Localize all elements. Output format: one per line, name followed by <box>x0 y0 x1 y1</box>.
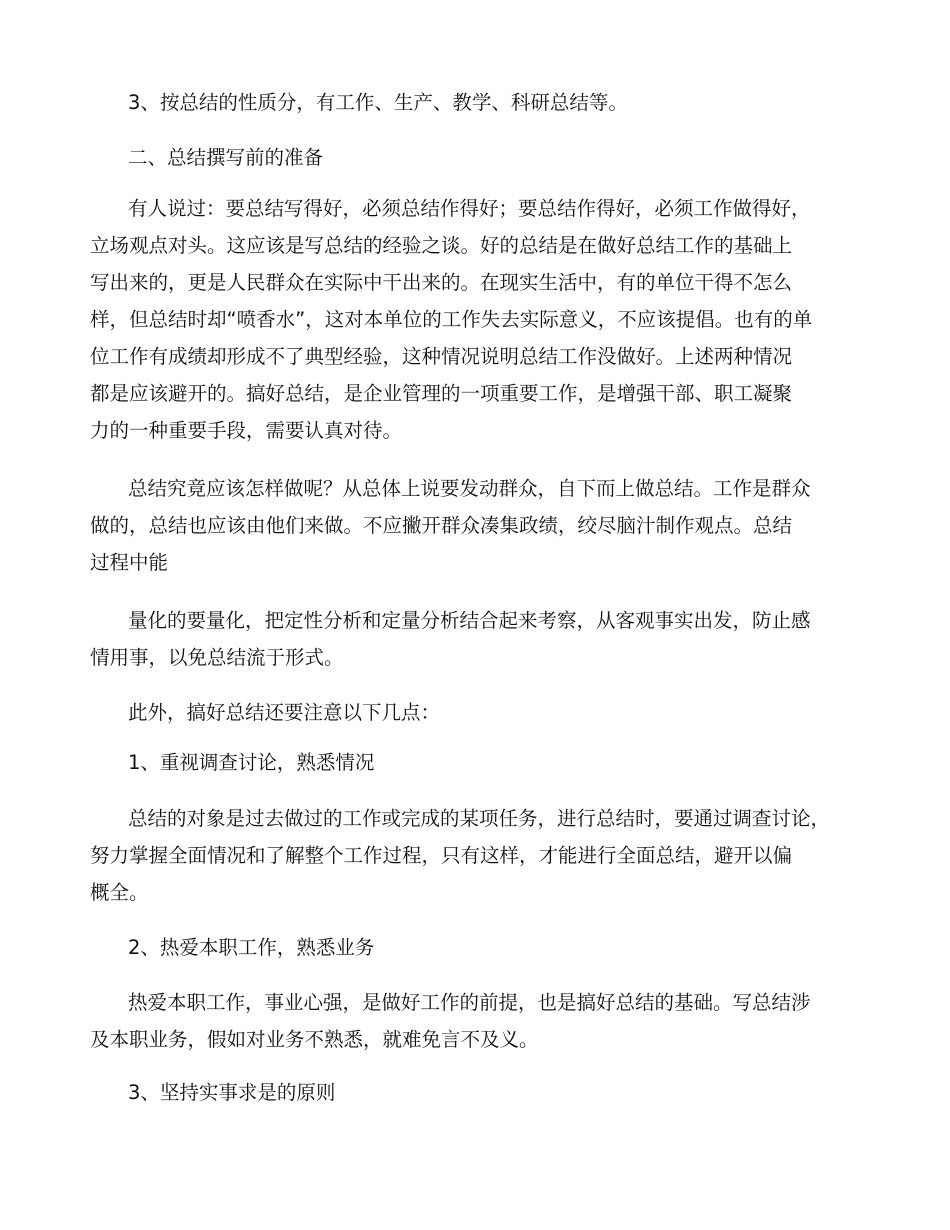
paragraph-line: 及本职业务，假如对业务不熟悉，就难免言不及义。 <box>90 1028 539 1051</box>
paragraph-line: 量化的要量化，把定性分析和定量分析结合起来考察，从客观事实出发，防止感 <box>128 609 811 632</box>
paragraph-line: 都是应该避开的。搞好总结，是企业管理的一项重要工作，是增强干部、职工凝聚 <box>90 382 793 405</box>
paragraph-line: 写出来的，更是人民群众在实际中干出来的。在现实生活中，有的单位干得不怎么 <box>90 271 793 294</box>
list-item-heading: 3、坚持实事求是的原则 <box>128 1081 336 1104</box>
paragraph-line: 做的，总结也应该由他们来做。不应撇开群众凑集政绩，绞尽脑汁制作观点。总结 <box>90 514 793 537</box>
paragraph-line: 立场观点对头。这应该是写总结的经验之谈。好的总结是在做好总结工作的基础上 <box>90 234 793 257</box>
paragraph-line: 此外，搞好总结还要注意以下几点： <box>128 701 441 724</box>
list-item-heading: 3、按总结的性质分，有工作、生产、教学、科研总结等。 <box>128 91 628 114</box>
paragraph-line: 力的一种重要手段，需要认真对待。 <box>90 419 403 442</box>
section-heading: 二、总结撰写前的准备 <box>128 146 324 169</box>
list-item-heading: 1、重视调查讨论，熟悉情况 <box>128 751 375 774</box>
paragraph-line: 情用事，以免总结流于形式。 <box>90 646 344 669</box>
paragraph-line: 总结的对象是过去做过的工作或完成的某项任务，进行总结时，要通过调查讨论， <box>128 807 831 830</box>
paragraph-line: 有人说过：要总结写得好，必须总结作得好；要总结作得好，必须工作做得好， <box>128 197 811 220</box>
paragraph-line: 概全。 <box>90 881 149 904</box>
list-item-heading: 2、热爱本职工作，熟悉业务 <box>128 936 375 959</box>
paragraph-line: 位工作有成绩却形成不了典型经验，这种情况说明总结工作没做好。上述两种情况 <box>90 345 793 368</box>
paragraph-line: 总结究竟应该怎样做呢？从总体上说要发动群众，自下而上做总结。工作是群众 <box>128 477 811 500</box>
paragraph-line: 热爱本职工作，事业心强，是做好工作的前提，也是搞好总结的基础。写总结涉 <box>128 991 811 1014</box>
paragraph-line: 努力掌握全面情况和了解整个工作过程，只有这样，才能进行全面总结，避开以偏 <box>90 844 793 867</box>
paragraph-line: 过程中能 <box>90 551 169 574</box>
paragraph-line: 样，但总结时却“喷香水”，这对本单位的工作失去实际意义，不应该提倡。也有的单 <box>90 308 813 331</box>
